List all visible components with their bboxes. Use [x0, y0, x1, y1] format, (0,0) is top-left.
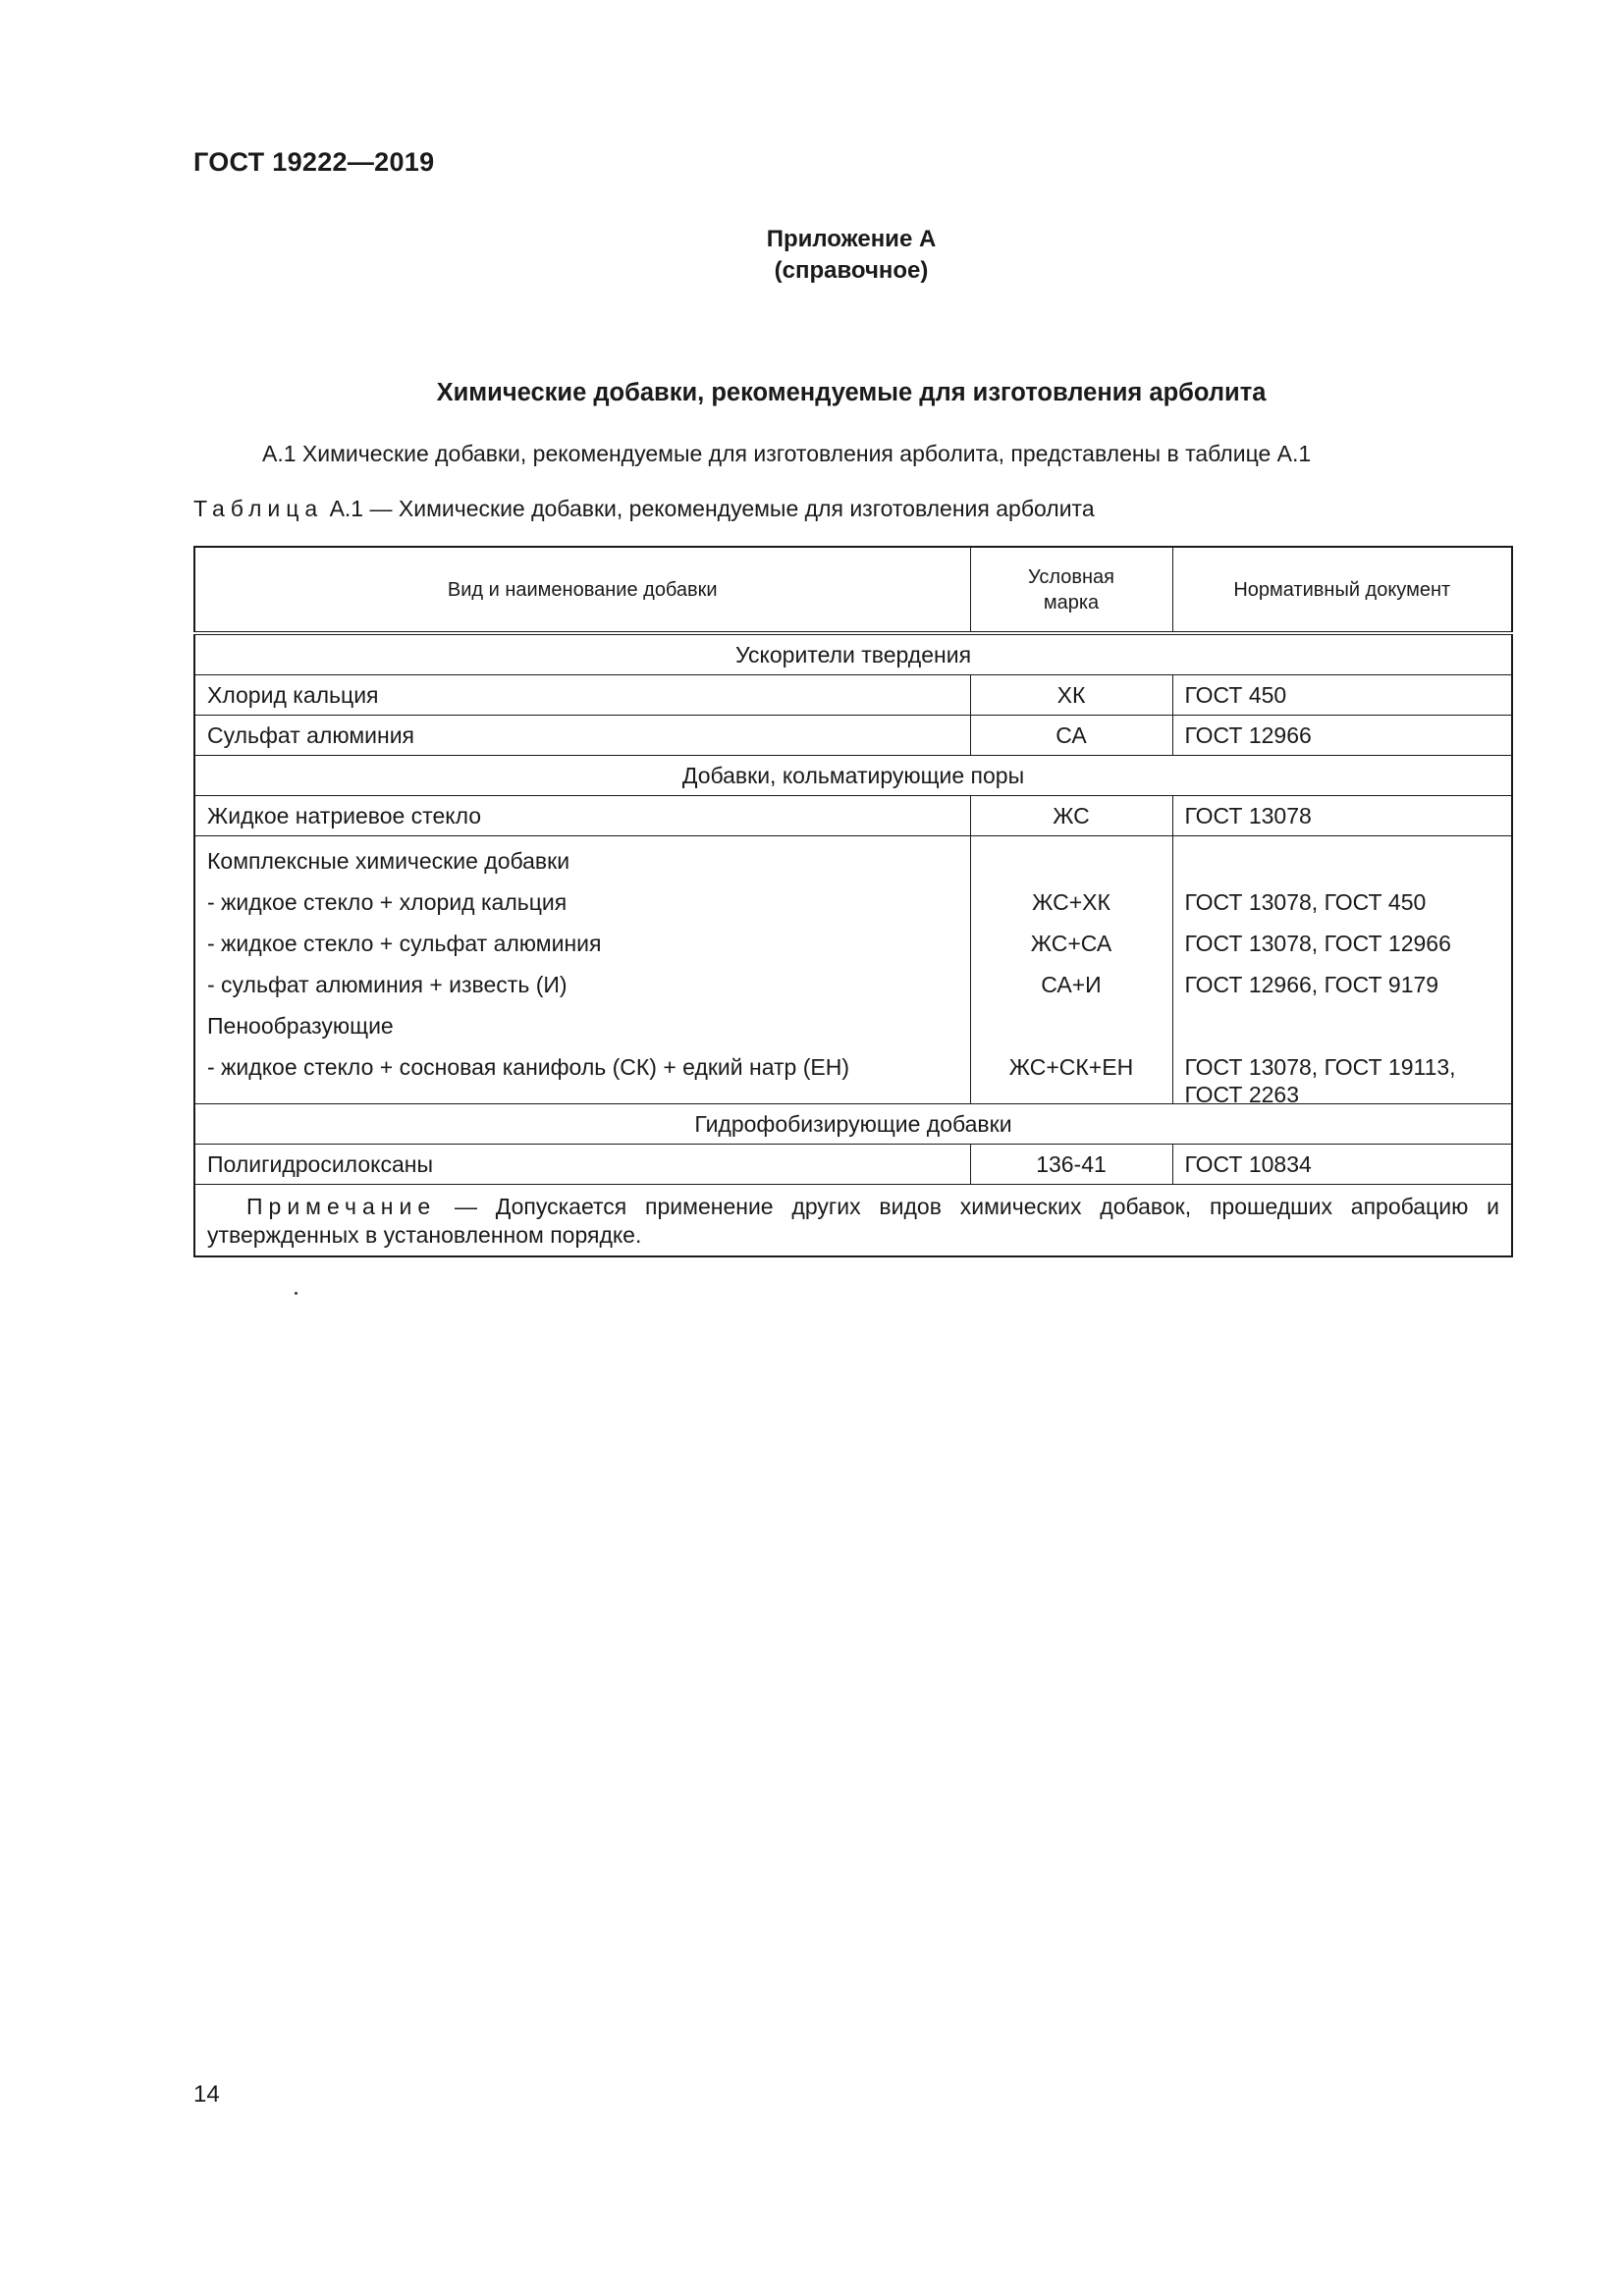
cell-mark: ХК — [970, 675, 1172, 716]
cell-document: ГОСТ 12966 — [1172, 716, 1512, 756]
cell-name: Сульфат алюминия — [194, 716, 970, 756]
header-cell-mark: Условная марка — [970, 547, 1172, 633]
section-title: Химические добавки, рекомендуемые для изготовления арболита — [436, 379, 1267, 406]
cell-mark: 136-41 — [970, 1145, 1172, 1185]
cell-document — [1172, 836, 1512, 1107]
cell-mark: ЖС — [970, 796, 1172, 836]
cell-name: Жидкое натриевое стекло — [194, 796, 970, 836]
table-row — [194, 675, 1512, 716]
cell-name: Полигидросилоксаны — [194, 1145, 970, 1185]
group-label: Гидрофобизирующие добавки — [194, 1104, 1512, 1145]
table-note-row — [194, 1185, 1512, 1257]
table-header-row — [194, 547, 1512, 633]
complex-additives-row — [194, 836, 1512, 1104]
note-label: Примечание — [246, 1194, 437, 1219]
table-caption — [193, 496, 1095, 522]
complex-item-document: ГОСТ 12966, ГОСТ 9179 — [1184, 972, 1439, 997]
header-cell-document: Нормативный документ — [1172, 547, 1512, 633]
group-label: Ускорители твердения — [194, 633, 1512, 675]
appendix-title: Приложение А — [766, 226, 937, 252]
complex-item-name: - сульфат алюминия + известь (И) — [207, 972, 568, 997]
table-caption-label: Таблица — [193, 496, 324, 521]
group-label: Добавки, кольматирующие поры — [194, 756, 1512, 796]
appendix-subtitle: (справочное) — [774, 257, 929, 284]
cell-document: ГОСТ 13078 — [1172, 796, 1512, 836]
complex-title: Комплексные химические добавки — [207, 848, 570, 874]
table-row — [194, 796, 1512, 836]
cell-document: ГОСТ 10834 — [1172, 1145, 1512, 1185]
cell-mark — [970, 836, 1172, 1104]
complex-item-mark: СА+И — [1041, 972, 1102, 997]
additives-table — [193, 546, 1513, 1257]
group-row-accelerators — [194, 633, 1512, 675]
complex-item-name: - жидкое стекло + сульфат алюминия — [207, 931, 602, 956]
cell-name — [194, 836, 970, 1104]
group-row-pore-sealing — [194, 756, 1512, 796]
intro-paragraph: А.1 Химические добавки, рекомендуемые для изготовления арболита, представлены в таблице А.1 — [262, 441, 1312, 466]
foam-item-name: - жидкое стекло + сосновая канифоль (СК) + едкий натр (ЕН) — [207, 1054, 849, 1080]
foam-title: Пенообразующие — [207, 1013, 394, 1039]
complex-item-mark: ЖС+ХК — [1032, 889, 1110, 915]
foam-item-document: ГОСТ 13078, ГОСТ 19113, ГОСТ 2263 — [1184, 1054, 1456, 1107]
header-cell-name: Вид и наименование добавки — [194, 547, 970, 633]
table-caption-text: А.1 — Химические добавки, рекомендуемые для изготовления арболита — [323, 496, 1095, 521]
appendix-heading — [0, 224, 1624, 287]
complex-item-document: ГОСТ 13078, ГОСТ 12966 — [1184, 931, 1451, 956]
table-row — [194, 716, 1512, 756]
foam-item-mark: ЖС+СК+ЕН — [1008, 1054, 1134, 1080]
table-note — [194, 1185, 1512, 1257]
complex-item-name: - жидкое стекло + хлорид кальция — [207, 889, 568, 915]
stray-dot — [295, 1292, 298, 1295]
cell-name: Хлорид кальция — [194, 675, 970, 716]
complex-item-mark: ЖС+СА — [1030, 931, 1112, 956]
complex-item-document: ГОСТ 13078, ГОСТ 450 — [1184, 889, 1427, 915]
note-text: — Допускается применение других видов химических добавок, прошедших апробацию и утвержденных в установленном порядке. — [207, 1194, 1499, 1248]
group-row-hydrophobic — [194, 1104, 1512, 1145]
page-number: 14 — [193, 2081, 220, 2108]
cell-document: ГОСТ 450 — [1172, 675, 1512, 716]
cell-mark: СА — [970, 716, 1172, 756]
table-row — [194, 1145, 1512, 1185]
document-code: ГОСТ 19222—2019 — [193, 147, 435, 177]
